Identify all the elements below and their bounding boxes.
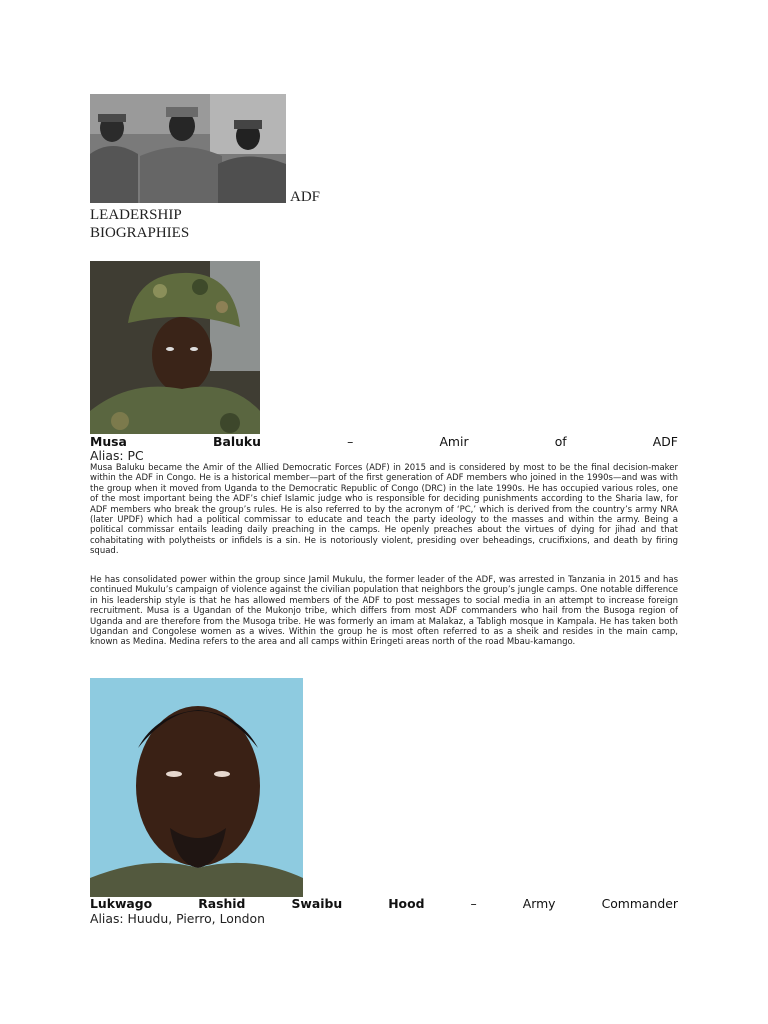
lukwago-name-word-2: Rashid	[198, 896, 246, 911]
title-leadership: LEADERSHIP	[90, 207, 182, 223]
baluku-bio-paragraph-2: He has consolidated power within the group since Jamil Mukulu, the former leader of the ADF, was arrested in Tanzania in 2015 and has continued Mukulu’s campaign of violence against the civilian population that neighbors the group’s jungle camps. One notable difference in his leadership style is that he has allowed members of the ADF to post messages to social media in an attempt to increase foreign recruitment. Musa is a Ugandan of the Mukonjo tribe, which differs from most ADF commanders who hail from the Busoga region of Uganda and are therefore from the Musoga tribe. He was formerly an imam at Malakaz, a Tabligh mosque in Kampala. He has taken both Ugandan and Congolese women as a wives. Within the group he is most often referred to as a sheik and resides in the main camp, known as Medina. Medina refers to the area and all camps within Eringeti areas north of the road Mbau-kamango.	[90, 575, 678, 648]
baluku-bio-paragraph-1: Musa Baluku became the Amir of the Allied Democratic Forces (ADF) in 2015 and is considered by most to be the final decision-maker within the ADF in Congo. He is a historical member—part of the first generation of ADF members who joined in the 1990s—and was with the group when it moved from Uganda to the Democratic Republic of Congo (DRC) in the late 1990s. He has occupied various roles, one of the most important being the ADF’s chief Islamic judge who is responsible for deciding punishments according to the Sharia law, for ADF members who break the group’s rules. He is also referred to by the acronym of ‘PC,’ which is derived from the country’s army NRA (later UPDF) which had a political commissar to educate and teach the party ideology to the masses and within the army. Being a political commissar entails leading daily preaching in the camps. He openly preaches about the virtues of dying for jihad and that cohabitating with polytheists or infidels is a sin. He is notoriously violent, presiding over beheadings, crucifixions, and death by firing squad.	[90, 463, 678, 557]
title-adf: ADF	[290, 189, 321, 205]
baluku-heading	[90, 434, 678, 449]
lukwago-photo	[90, 678, 303, 897]
baluku-alias: Alias: PC	[90, 448, 144, 463]
baluku-role-word-2: of	[554, 434, 567, 449]
lukwago-name-word-4: Hood	[388, 896, 425, 911]
lukwago-portrait	[90, 678, 303, 897]
lukwago-name-word-3: Swaibu	[291, 896, 343, 911]
lukwago-alias: Alias: Huudu, Pierro, London	[90, 911, 265, 926]
lukwago-role-word-1: Army	[522, 896, 556, 911]
baluku-name-first: Musa	[90, 434, 127, 449]
title-biographies: BIOGRAPHIES	[90, 225, 190, 241]
baluku-name-last: Baluku	[213, 434, 261, 449]
baluku-dash: –	[347, 434, 354, 449]
lukwago-name-word-1: Lukwago	[90, 896, 153, 911]
lukwago-role-word-2: Commander	[601, 896, 678, 911]
baluku-photo	[90, 261, 260, 434]
group-photo-illustration	[90, 94, 286, 203]
lukwago-dash: –	[470, 896, 477, 911]
baluku-role-word-1: Amir	[439, 434, 469, 449]
lukwago-heading	[90, 896, 678, 911]
group-photo	[90, 94, 286, 203]
baluku-role-word-3: ADF	[652, 434, 678, 449]
baluku-portrait	[90, 261, 260, 434]
